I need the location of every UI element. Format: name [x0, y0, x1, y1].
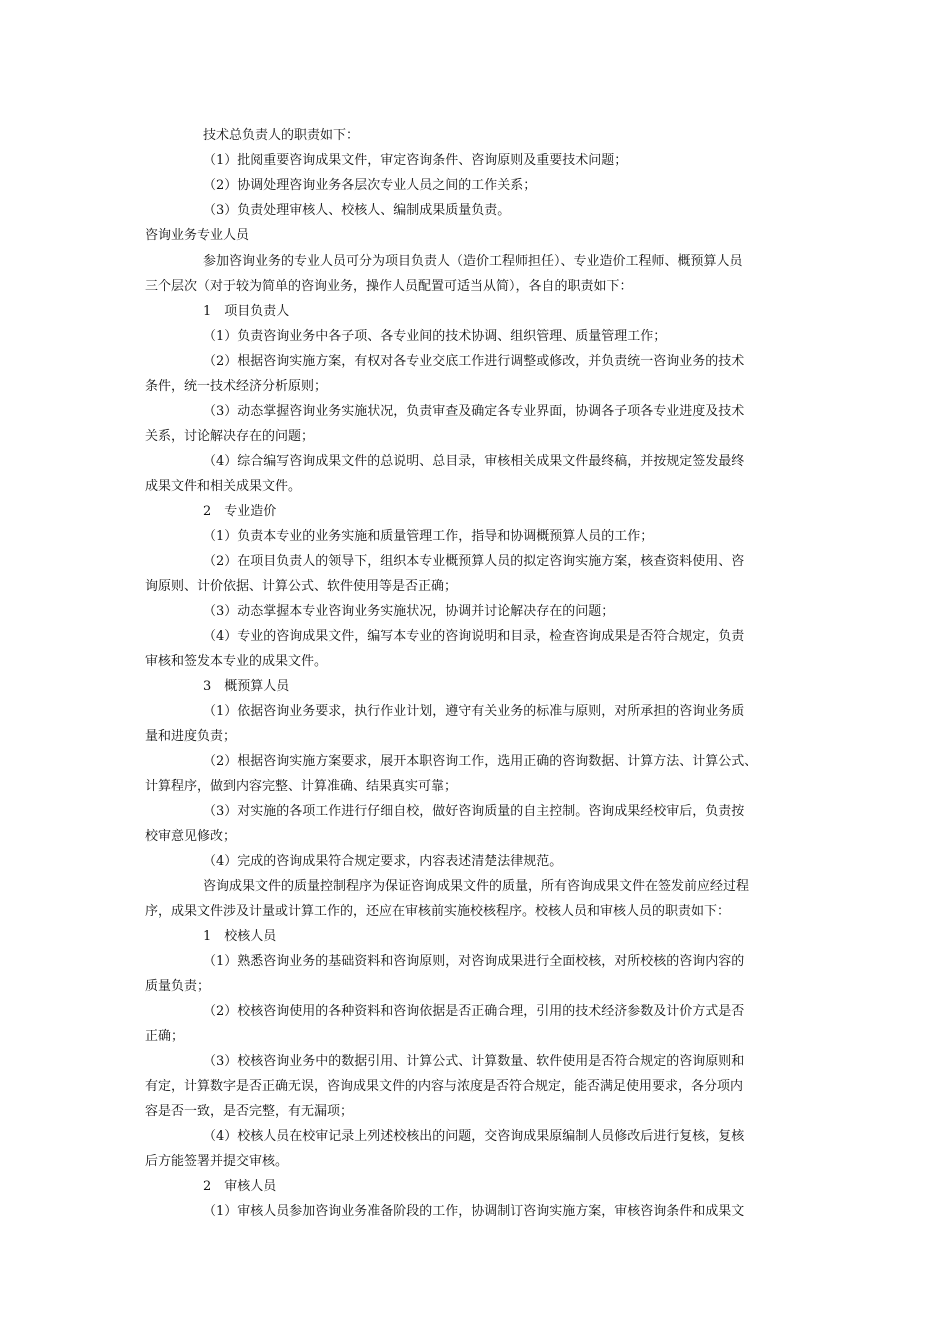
paragraph-line: （2）根据咨询实施方案，有权对各专业交底工作进行调整或修改，并负责统一咨询业务的技术	[203, 354, 745, 369]
paragraph-line: （1）负责咨询业务中各子项、各专业间的技术协调、组织管理、质量管理工作；	[203, 329, 667, 344]
paragraph-line: 成果文件和相关成果文件。	[145, 479, 302, 494]
subsection-heading: 2 专业造价	[203, 504, 277, 519]
paragraph-line: （3）动态掌握咨询业务实施状况，负责审查及确定各专业界面，协调各子项各专业进度及技术	[203, 404, 745, 419]
paragraph-line: 校审意见修改；	[145, 829, 237, 844]
subsection-heading: 2 审核人员	[203, 1179, 277, 1194]
paragraph-line: （3）负责处理审核人、校核人、编制成果质量负责。	[203, 203, 511, 218]
paragraph-line: （4）完成的咨询成果符合规定要求，内容表述清楚法律规范。	[203, 854, 563, 869]
paragraph-line: 询原则、计价依据、计算公式、软件使用等是否正确；	[145, 579, 458, 594]
paragraph-line: （1）批阅重要咨询成果文件，审定咨询条件、咨询原则及重要技术问题；	[203, 153, 628, 168]
paragraph-line: 条件，统一技术经济分析原则；	[145, 379, 328, 394]
paragraph-line: 咨询成果文件的质量控制程序为保证咨询成果文件的质量，所有咨询成果文件在签发前应经过程	[203, 879, 750, 894]
paragraph-line: （2）根据咨询实施方案要求，展开本职咨询工作，选用正确的咨询数据、计算方法、计算公式、	[203, 754, 758, 769]
paragraph-line: 后方能签署并提交审核。	[145, 1154, 289, 1169]
paragraph-line: （1）熟悉咨询业务的基础资料和咨询原则，对咨询成果进行全面校核，对所校核的咨询内容的	[203, 954, 745, 969]
paragraph-line: （1）负责本专业的业务实施和质量管理工作，指导和协调概预算人员的工作；	[203, 529, 654, 544]
subsection-heading: 3 概预算人员	[203, 679, 290, 694]
subsection-heading: 1 项目负责人	[203, 304, 290, 319]
paragraph-line: （1）依据咨询业务要求，执行作业计划，遵守有关业务的标准与原则，对所承担的咨询业务质	[203, 704, 745, 719]
paragraph-line: （2）协调处理咨询业务各层次专业人员之间的工作关系；	[203, 178, 537, 193]
subsection-heading: 1 校核人员	[203, 929, 277, 944]
paragraph-line: （4）综合编写咨询成果文件的总说明、总目录，审核相关成果文件最终稿，并按规定签发最终	[203, 454, 745, 469]
paragraph-line: （3）动态掌握本专业咨询业务实施状况，协调并讨论解决存在的问题；	[203, 604, 615, 619]
paragraph-line: 有定，计算数字是否正确无误，咨询成果文件的内容与浓度是否符合规定，能否满足使用要求，各分项内	[145, 1079, 744, 1094]
section-heading: 咨询业务专业人员	[145, 228, 250, 243]
section-intro-line: 技术总负责人的职责如下：	[203, 128, 360, 143]
paragraph-line: 三个层次（对于较为简单的咨询业务，操作人员配置可适当从简），各自的职责如下：	[145, 279, 633, 294]
paragraph-line: 序，成果文件涉及计量或计算工作的，还应在审核前实施校核程序。校核人员和审核人员的职责如下：	[145, 904, 731, 919]
paragraph-line: 质量负责；	[145, 979, 211, 994]
paragraph-line: 参加咨询业务的专业人员可分为项目负责人（造价工程师担任）、专业造价工程师、概预算人员	[203, 254, 743, 269]
paragraph-line: （3）校核咨询业务中的数据引用、计算公式、计算数量、软件使用是否符合规定的咨询原则和	[203, 1054, 745, 1069]
paragraph-line: 量和进度负责；	[145, 729, 237, 744]
paragraph-line: （4）校核人员在校审记录上列述校核出的问题，交咨询成果原编制人员修改后进行复核，复核	[203, 1129, 745, 1144]
paragraph-line: （2）在项目负责人的领导下，组织本专业概预算人员的拟定咨询实施方案，核查资料使用、咨	[203, 554, 745, 569]
paragraph-line: （2）校核咨询使用的各种资料和咨询依据是否正确合理，引用的技术经济参数及计价方式是否	[203, 1004, 745, 1019]
paragraph-line: （4）专业的咨询成果文件，编写本专业的咨询说明和目录，检查咨询成果是否符合规定，负责	[203, 629, 745, 644]
paragraph-line: （1）审核人员参加咨询业务准备阶段的工作，协调制订咨询实施方案，审核咨询条件和成果文	[203, 1204, 745, 1219]
paragraph-line: 审核和签发本专业的成果文件。	[145, 654, 328, 669]
paragraph-line: （3）对实施的各项工作进行仔细自校，做好咨询质量的自主控制。咨询成果经校审后，负责按	[203, 804, 745, 819]
paragraph-line: 容是否一致，是否完整，有无漏项；	[145, 1104, 354, 1119]
paragraph-line: 关系，讨论解决存在的问题；	[145, 429, 315, 444]
paragraph-line: 计算程序，做到内容完整、计算准确、结果真实可靠；	[145, 779, 458, 794]
paragraph-line: 正确；	[145, 1029, 185, 1044]
